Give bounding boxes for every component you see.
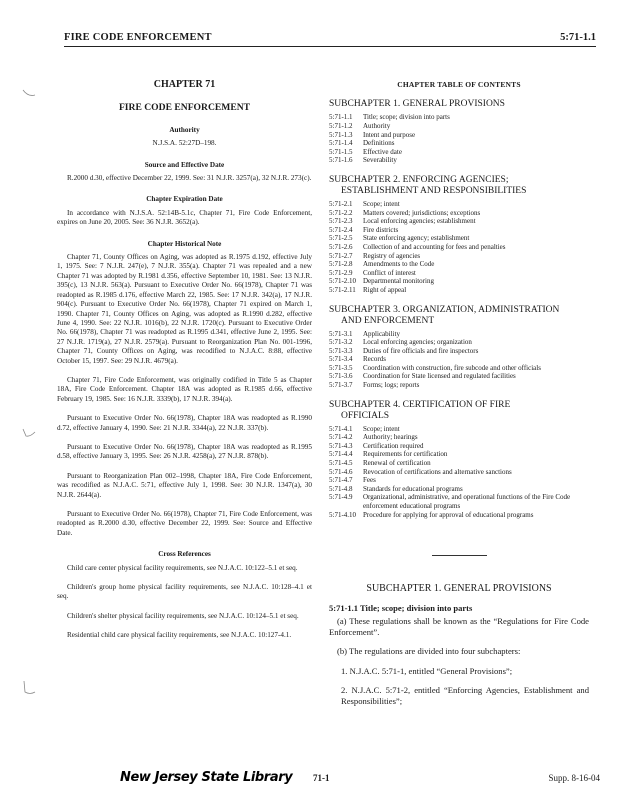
toc-entry-number: 5:71-3.4 xyxy=(329,355,353,364)
toc-entry xyxy=(329,139,589,148)
toc-entry-title: Matters covered; jurisdictions; exceptions xyxy=(363,208,481,217)
toc-entry-number: 5:71-4.5 xyxy=(329,459,353,468)
paragraph-b: (b) The regulations are divided into four subchapters: xyxy=(337,646,521,657)
toc-entry-title: Collection of and accounting for fees and penalties xyxy=(363,242,506,251)
toc-entry xyxy=(329,347,589,356)
toc-entry-number: 5:71-3.3 xyxy=(329,346,353,355)
section-heading: 5:71-1.1 Title; scope; division into parts xyxy=(329,602,473,613)
toc-entry-number: 5:71-3.7 xyxy=(329,381,353,390)
cross-reference-item: Children's shelter physical facility requirements, see N.J.A.C. 10:124–5.1 et seq. xyxy=(67,611,299,620)
historical-note-heading: Chapter Historical Note xyxy=(147,239,222,248)
cross-reference-item: Children's group home physical facility requirements, see N.J.A.C. 10:128–4.1 et seq. xyxy=(57,583,312,601)
paragraph-a: (a) These regulations shall be known as the “Regulations for Fire Code Enforcement”. xyxy=(329,616,589,638)
toc-entry-title: Coordination with construction, fire subcode and other officials xyxy=(363,363,541,372)
toc-section-list xyxy=(329,200,589,295)
cross-reference-item: Residential child care physical facility requirements, see N.J.A.C. 10:127-4.1. xyxy=(67,631,292,640)
toc-entry xyxy=(329,459,589,468)
list-item: 2. N.J.A.C. 5:71-2, entitled “Enforcing Agencies, Establishment and Responsibilities”; xyxy=(341,684,589,707)
expiration-text: In accordance with N.J.S.A. 52:14B-5.1c, Chapter 71, Fire Code Enforcement, expires on June 20, 2005. See: 36 N.J.R. 3652(a). xyxy=(57,208,312,227)
toc-entry-number: 5:71-4.9 xyxy=(329,493,353,502)
header-title: FIRE CODE ENFORCEMENT xyxy=(64,32,212,43)
toc-entry-title: Applicability xyxy=(363,329,400,338)
toc-entry xyxy=(329,234,589,243)
toc-entry-number: 5:71-4.3 xyxy=(329,441,353,450)
list-item: 1. N.J.A.C. 5:71-1, entitled “General Provisions”; xyxy=(341,665,513,676)
toc-entry-number: 5:71-2.9 xyxy=(329,268,353,277)
toc-entry xyxy=(329,468,589,477)
toc-entry-number: 5:71-1.1 xyxy=(329,113,353,122)
historical-note-paragraph: Chapter 71, County Offices on Aging, was adopted as R.1975 d.192, effective July 1, 1975. See: 7 N.J.R. 247(e), 7 N.J.R. 355(a). Chapter 71 was repealed and a new Chapter 71 was adopted by R.1981 d.356, effective September 10, 1981. See: 13 N.J.R. 395(c), 13 N.J.R. 563(a). Pursuant to Executive Order No. 66(1978), Chapter 71 was readopted as R.1985 d.176, effective March 22, 1985. See: 17 N.J.R. 342(a), 17 N.J.R. 904(c). Pursuant to Executive Order No. 66(1978), Chapter 71 expired on March 1, 1990. Chapter 71, County Offices on Aging, was adopted as R.1990 d.282, effective June 4, 1990. See: 22 N.J.R. 1016(b), 22 N.J.R. 1720(c). Pursuant to Executive Order No. 66(1978), Chapter 71 was readopted as R.1995 d.341, effective June 2, 1995. See: 27 N.J.R. 1719(a), 27 N.J.R. 2579(a). Pursuant to Reorganization Plan No. 001-1996, Chapter 71, County Offices on Aging, was recodified to N.J.A.C. 8:88, effective October 15, 1997. See: 29 N.J.R. 4679(a). xyxy=(57,253,312,365)
toc-subchapter-title-line: OFFICIALS xyxy=(341,410,390,421)
toc-entry xyxy=(329,476,589,485)
toc-entry xyxy=(329,355,589,364)
toc-entry-title: Local enforcing agencies; establishment xyxy=(363,217,476,226)
toc-entry-number: 5:71-2.4 xyxy=(329,225,353,234)
toc-entry xyxy=(329,252,589,261)
toc-entry-number: 5:71-2.2 xyxy=(329,208,353,217)
toc-entry-title: Coordination for State licensed and regulated facilities xyxy=(363,372,516,381)
historical-note-paragraph: Pursuant to Reorganization Plan 002–1998, Chapter 18A, Fire Code Enforcement, was recodified as N.J.A.C. 5:71, effective July 1, 1998. See: 30 N.J.R. 1347(a), 30 N.J.R. 2644(a). xyxy=(57,471,312,499)
toc-entry-number: 5:71-1.6 xyxy=(329,156,353,165)
toc-entry-title: Organizational, administrative, and operational functions of the Fire Code enforcement educational programs xyxy=(363,493,571,510)
toc-entry xyxy=(329,209,589,218)
subchapter-heading: SUBCHAPTER 1. GENERAL PROVISIONS xyxy=(366,583,552,595)
toc-entry-number: 5:71-1.3 xyxy=(329,130,353,139)
toc-entry-title: Departmental monitoring xyxy=(363,277,434,286)
toc-entry-number: 5:71-2.10 xyxy=(329,277,357,286)
toc-entry xyxy=(329,450,589,459)
toc-entry xyxy=(329,269,589,278)
toc-entry-title: Standards for educational programs xyxy=(363,484,463,493)
toc-entry xyxy=(329,511,589,520)
toc-entry-number: 5:71-1.5 xyxy=(329,147,353,156)
toc-entry-number: 5:71-4.10 xyxy=(329,510,357,519)
toc-entry xyxy=(329,113,589,122)
toc-entry xyxy=(329,338,589,347)
toc-section-list xyxy=(329,113,589,165)
toc-entry-title: Forms; logs; reports xyxy=(363,381,420,390)
toc-entry-number: 5:71-2.6 xyxy=(329,242,353,251)
toc-entry-title: Records xyxy=(363,355,386,364)
toc-entry-title: Title; scope; division into parts xyxy=(363,113,450,122)
margin-mark-icon xyxy=(22,88,36,98)
toc-entry xyxy=(329,372,589,381)
toc-subchapter-title-line: AND ENFORCEMENT xyxy=(341,315,435,326)
toc-entry xyxy=(329,425,589,434)
toc-subchapter-title-line: ESTABLISHMENT AND RESPONSIBILITIES xyxy=(341,185,527,196)
toc-entry-title: Revocation of certifications and alternative sanctions xyxy=(363,467,512,476)
toc-entry-title: Authority; hearings xyxy=(363,433,418,442)
toc-subchapter-title xyxy=(329,99,589,110)
authority-heading: Authority xyxy=(169,125,200,134)
margin-mark-icon xyxy=(22,680,36,696)
toc-entry-title: Severability xyxy=(363,156,397,165)
toc-subchapter-title xyxy=(329,400,589,422)
toc-subchapter-title-line: SUBCHAPTER 1. GENERAL PROVISIONS xyxy=(329,99,505,110)
chapter-number: CHAPTER 71 xyxy=(153,79,216,90)
toc-entry xyxy=(329,330,589,339)
page-number: 71-1 xyxy=(313,773,330,783)
toc-entry xyxy=(329,122,589,131)
toc-entry-title: Fire districts xyxy=(363,225,399,234)
toc-title: CHAPTER TABLE OF CONTENTS xyxy=(397,80,521,89)
toc-entry xyxy=(329,217,589,226)
toc-entry-number: 5:71-2.11 xyxy=(329,285,356,294)
library-stamp: New Jersey State Library xyxy=(120,770,293,785)
toc-entry xyxy=(329,381,589,390)
cross-reference-item: Child care center physical facility requirements, see N.J.A.C. 10:122–5.1 et seq. xyxy=(67,563,298,572)
toc-section-list xyxy=(329,425,589,520)
toc-entry-title: Renewal of certification xyxy=(363,459,431,468)
toc-entry-number: 5:71-2.3 xyxy=(329,217,353,226)
toc-entry-number: 5:71-2.8 xyxy=(329,260,353,269)
historical-note-paragraph: Pursuant to Executive Order No. 66(1978), Chapter 18A was readopted as R.1990 d.72, effective January 4, 1990. See: 21 N.J.R. 3344(a), 22 N.J.R. 337(b). xyxy=(57,414,312,432)
left-column xyxy=(57,80,312,641)
toc-entry-number: 5:71-4.8 xyxy=(329,484,353,493)
historical-note-paragraph: Pursuant to Executive Order No. 66(1978), Chapter 71, Fire Code Enforcement, was readopted as R.2000 d.30, effective December 22, 1999. See: Source and Effective Date. xyxy=(57,510,312,537)
toc-subchapter-title xyxy=(329,305,589,327)
toc-entry-number: 5:71-1.2 xyxy=(329,122,353,130)
toc-entry xyxy=(329,442,589,451)
toc-entry xyxy=(329,433,589,442)
authority-text: N.J.S.A. 52:27D–198. xyxy=(152,139,217,148)
toc-entry xyxy=(329,493,589,510)
chapter-title: FIRE CODE ENFORCEMENT xyxy=(118,102,251,114)
toc-entry-number: 5:71-3.6 xyxy=(329,372,353,381)
toc-entry-title: Local enforcing agencies; organization xyxy=(363,338,472,347)
toc-subchapter-title-line: SUBCHAPTER 4. CERTIFICATION OF FIRE xyxy=(329,399,511,410)
toc-entry-title: Definitions xyxy=(363,139,395,148)
toc-entry xyxy=(329,226,589,235)
toc-entry-title: Duties of fire officials and fire inspectors xyxy=(363,346,479,355)
toc-entry-number: 5:71-3.5 xyxy=(329,363,353,372)
header-section-number: 5:71-1.1 xyxy=(560,32,596,43)
toc-subchapter-title xyxy=(329,175,589,197)
historical-note-paragraph: Chapter 71, Fire Code Enforcement, was originally codified in Title 5 as Chapter 18A, Fire Code Enforcement. Chapter 18A was adopted as R.1985 d.66, effective February 19, 1985. See: 16 N.J.R. 3339(b), 17 N.J.R. 394(a). xyxy=(57,375,312,403)
source-text: R.2000 d.30, effective December 22, 1999. See: 31 N.J.R. 3257(a), 32 N.J.R. 273(c). xyxy=(67,174,312,183)
toc-entry xyxy=(329,148,589,157)
toc-entry-number: 5:71-3.1 xyxy=(329,329,353,338)
toc-entry xyxy=(329,364,589,373)
toc-entry xyxy=(329,200,589,209)
table-of-contents xyxy=(329,99,589,519)
supplement-date: Supp. 8-16-04 xyxy=(548,773,600,783)
toc-entry xyxy=(329,156,589,165)
toc-entry-title: Fees xyxy=(363,476,376,485)
toc-entry-title: Intent and purpose xyxy=(363,130,416,139)
toc-entry-title: Right of appeal xyxy=(363,285,407,294)
section-divider xyxy=(432,555,487,556)
toc-entry-number: 5:71-3.2 xyxy=(329,338,353,347)
right-column xyxy=(329,80,589,707)
toc-entry-title: Certification required xyxy=(363,441,424,450)
toc-entry-number: 5:71-2.7 xyxy=(329,251,353,260)
toc-entry xyxy=(329,131,589,140)
toc-entry-title: Conflict of interest xyxy=(363,268,416,277)
historical-note-paragraph: Pursuant to Executive Order No. 66(1978), Chapter 18A was readopted as R.1995 d.58, effective January 3, 1995. See: 26 N.J.R. 4258(a), 27 N.J.R. 878(b). xyxy=(57,442,312,461)
toc-entry-number: 5:71-4.2 xyxy=(329,433,353,442)
toc-entry-title: Effective date xyxy=(363,147,402,156)
toc-entry xyxy=(329,260,589,269)
expiration-heading: Chapter Expiration Date xyxy=(146,195,223,204)
toc-subchapter-title-line: SUBCHAPTER 2. ENFORCING AGENCIES; xyxy=(329,174,509,185)
toc-entry-title: State enforcing agency; establishment xyxy=(363,234,470,243)
toc-entry xyxy=(329,277,589,286)
toc-entry-number: 5:71-2.1 xyxy=(329,199,353,208)
toc-entry-number: 5:71-1.4 xyxy=(329,139,353,148)
toc-entry-number: 5:71-4.1 xyxy=(329,424,353,433)
toc-entry-title: Requirements for certification xyxy=(363,450,448,459)
toc-entry-title: Scope; intent xyxy=(363,424,400,433)
toc-entry xyxy=(329,243,589,252)
toc-section-list xyxy=(329,330,589,390)
toc-entry xyxy=(329,485,589,494)
cross-references-heading: Cross References xyxy=(158,550,211,559)
toc-subchapter-title-line: SUBCHAPTER 3. ORGANIZATION, ADMINISTRATION xyxy=(329,304,560,315)
toc-entry-number: 5:71-4.7 xyxy=(329,476,353,485)
margin-mark-icon xyxy=(22,428,36,438)
toc-entry-number: 5:71-2.5 xyxy=(329,234,353,243)
toc-entry-title: Amendments to the Code xyxy=(363,260,435,269)
toc-entry-title: Scope; intent xyxy=(363,199,400,208)
toc-entry-title: Procedure for applying for approval of educational programs xyxy=(363,510,534,519)
toc-entry-number: 5:71-4.6 xyxy=(329,467,353,476)
toc-entry-number: 5:71-4.4 xyxy=(329,450,353,459)
toc-entry xyxy=(329,286,589,295)
running-header xyxy=(64,30,596,47)
toc-entry-title: Registry of agencies xyxy=(363,251,421,260)
source-heading: Source and Effective Date xyxy=(144,160,225,169)
toc-entry-title: Authority xyxy=(363,122,391,130)
